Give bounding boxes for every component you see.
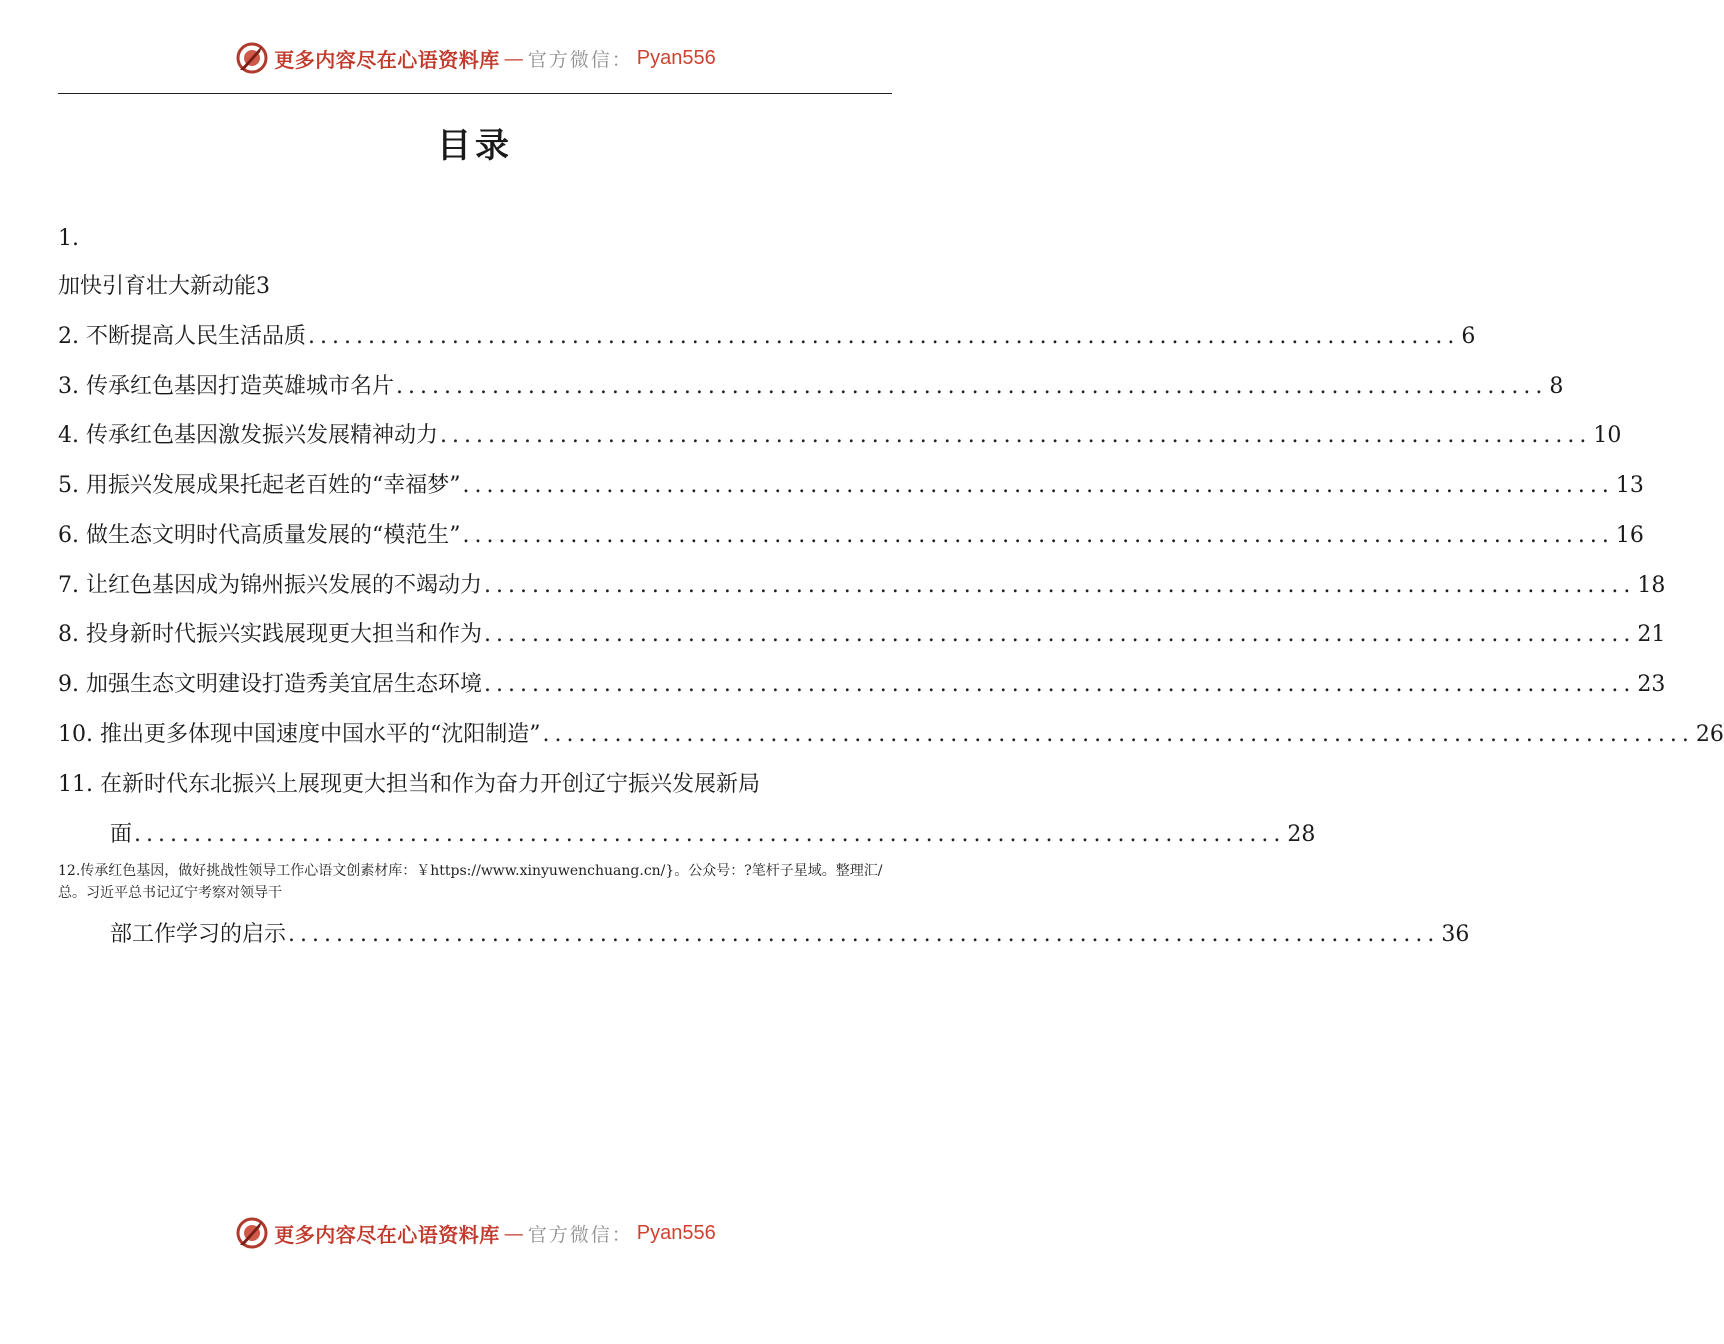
toc-item-title: 2. 不断提高人民生活品质	[58, 324, 306, 349]
toc-item-11-title[interactable]: 11. 在新时代东北振兴上展现更大担当和作为奋力开创辽宁振兴发展新局	[58, 772, 760, 797]
toc-leader-dots: ................................................................................................	[462, 473, 1614, 498]
toc-item[interactable]	[58, 668, 1666, 702]
header-official-label: 官方微信：	[527, 48, 633, 71]
toc-leader-dots: ................................................................................................	[484, 573, 1636, 598]
toc-leader-dots: ................................................................................................	[440, 423, 1592, 448]
toc-item-title: 10. 推出更多体现中国速度中国水平的“沈阳制造”	[58, 722, 541, 747]
toc-item-page: 23	[1637, 672, 1666, 697]
toc-item-title: 7. 让红色基因成为锦州振兴发展的不竭动力	[58, 573, 482, 598]
toc-item-12-note: 12.传承红色基因，做好挑战性领导工作心语文创素材库：￥https://www.xinyuwenchuang.cn/}。公众号：?笔杆子星域。整理汇/总。习近平总书记辽宁考察对领导干	[58, 863, 883, 901]
toc-item-title: 9. 加强生态文明建设打造秀美宜居生态环境	[58, 672, 482, 697]
toc-item[interactable]	[58, 569, 1666, 603]
header-dash: —	[503, 46, 524, 70]
footer-dash: —	[503, 1221, 524, 1245]
toc-item[interactable]	[58, 370, 1564, 404]
toc-item-continuation: 部工作学习的启示	[110, 922, 287, 947]
toc-item[interactable]	[58, 519, 1644, 553]
toc-leader-dots: ................................................................................................	[484, 622, 1636, 647]
footer-brand-text: 更多内容尽在心语资料库	[274, 1222, 500, 1247]
toc-leader-dots: ................................................................................................	[542, 722, 1694, 747]
toc-item[interactable]	[110, 818, 1316, 852]
toc-item[interactable]	[58, 419, 1622, 453]
footer-official-label: 官方微信：	[527, 1223, 633, 1246]
quill-flame-logo-icon	[234, 40, 270, 76]
toc-item[interactable]	[58, 618, 1666, 652]
toc-item-page: 13	[1615, 473, 1644, 498]
toc-item[interactable]	[110, 918, 1470, 952]
header-divider	[58, 93, 892, 94]
page-title: 目录	[437, 126, 513, 166]
header-banner	[0, 38, 950, 78]
footer-wechat-id: Pyan556	[636, 1221, 716, 1244]
toc-item-1-number: 1.	[58, 226, 79, 251]
toc-leader-dots: ................................................................................................	[484, 672, 1636, 697]
toc-item[interactable]	[58, 320, 1476, 354]
toc-item-page: 36	[1441, 922, 1470, 947]
toc-item-title: 4. 传承红色基因激发振兴发展精神动力	[58, 423, 438, 448]
toc-item-page: 8	[1549, 374, 1564, 399]
toc-leader-dots: ................................................................................................	[288, 922, 1440, 947]
toc-item-title: 6. 做生态文明时代高质量发展的“模范生”	[58, 523, 461, 548]
toc-item[interactable]	[58, 718, 1724, 752]
quill-flame-logo-icon	[234, 1215, 270, 1251]
footer-banner	[0, 1213, 950, 1253]
toc-leader-dots: ................................................................................................	[462, 523, 1614, 548]
toc-item-title: 5. 用振兴发展成果托起老百姓的“幸福梦”	[58, 473, 461, 498]
toc-item-page: 26	[1695, 722, 1724, 747]
toc-item-page: 21	[1637, 622, 1666, 647]
toc-item[interactable]	[58, 469, 1644, 503]
toc-item-page: 18	[1637, 573, 1666, 598]
toc-item-title: 8. 投身新时代振兴实践展现更大担当和作为	[58, 622, 482, 647]
toc-item-continuation: 面	[110, 822, 133, 847]
header-brand-text: 更多内容尽在心语资料库	[274, 47, 500, 72]
toc-item-page: 6	[1461, 324, 1476, 349]
toc-leader-dots: ................................................................................................	[307, 324, 1460, 349]
toc-item-title: 3. 传承红色基因打造英雄城市名片	[58, 374, 394, 399]
toc-item-page: 10	[1593, 423, 1622, 448]
toc-leader-dots: ................................................................................................	[134, 822, 1286, 847]
toc-leader-dots: ................................................................................................	[396, 374, 1548, 399]
toc-item-page: 28	[1287, 822, 1316, 847]
header-wechat-id: Pyan556	[636, 46, 716, 69]
toc-item-1-title: 加快引育壮大新动能3	[58, 274, 270, 299]
toc-item-page: 16	[1615, 523, 1644, 548]
